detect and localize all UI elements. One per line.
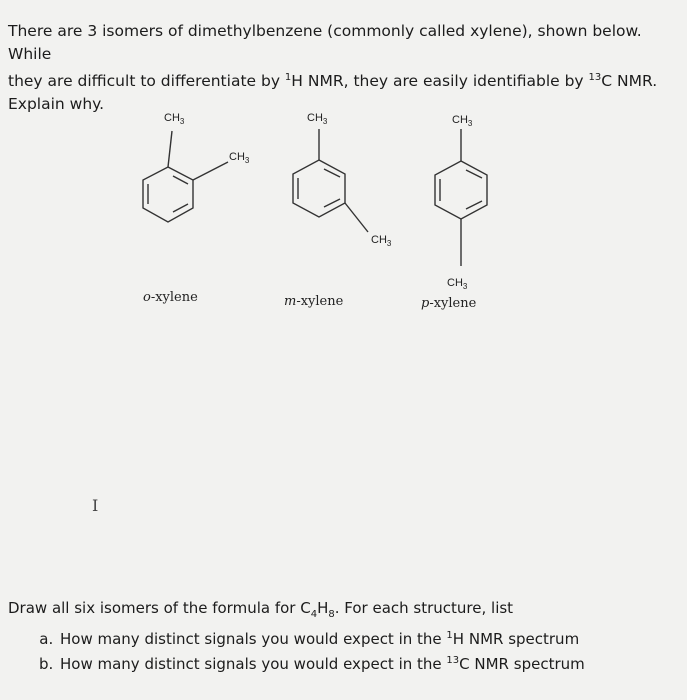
p-xylene-methyl-1: $CH_3$ [452,114,473,128]
m-xylene-methyl-1: $CH_3$ [307,112,328,126]
o-xylene-bond-1 [168,131,172,167]
p-xylene-label: p-xylene [421,296,477,311]
p-xylene-methyl-2: $CH_3$ [447,277,468,291]
question-1-line-2: they are difficult to differentiate by $^1$H NMR, they are easily identifiable by $^{13}$C NMR. [8,72,658,91]
question-2-item-a: a. How many distinct signals you would expect in the $^1$H NMR spectrum [58,625,678,650]
o-xylene-methyl-2: $CH_3$ [229,151,250,165]
m-xylene-ring [293,160,345,217]
question-2-intro: Draw all six isomers of the formula for $C_4H_8$. For each structure, list [8,599,514,620]
m-xylene-methyl-2: $CH_3$ [371,234,392,248]
p-xylene-ring [435,161,487,219]
text-cursor-icon: I [92,496,99,515]
o-xylene-methyl-1: $CH_3$ [164,112,185,126]
question-2 [8,598,678,675]
m-xylene-label: m-xylene [284,294,344,309]
o-xylene-label: o-xylene [143,290,198,305]
question-1-line-1: There are 3 isomers of dimethylbenzene (commonly called xylene), shown below. While [8,22,642,63]
xylene-structures [0,0,687,330]
question-2-item-b: b. How many distinct signals you would expect in the $^{13}$C NMR spectrum [58,650,678,675]
o-xylene-ring [143,167,193,222]
question-2-list [8,625,678,675]
o-xylene-bond-2 [193,162,228,180]
question-1-line-3: Explain why. [8,95,105,114]
m-xylene-bond-2 [345,203,368,232]
